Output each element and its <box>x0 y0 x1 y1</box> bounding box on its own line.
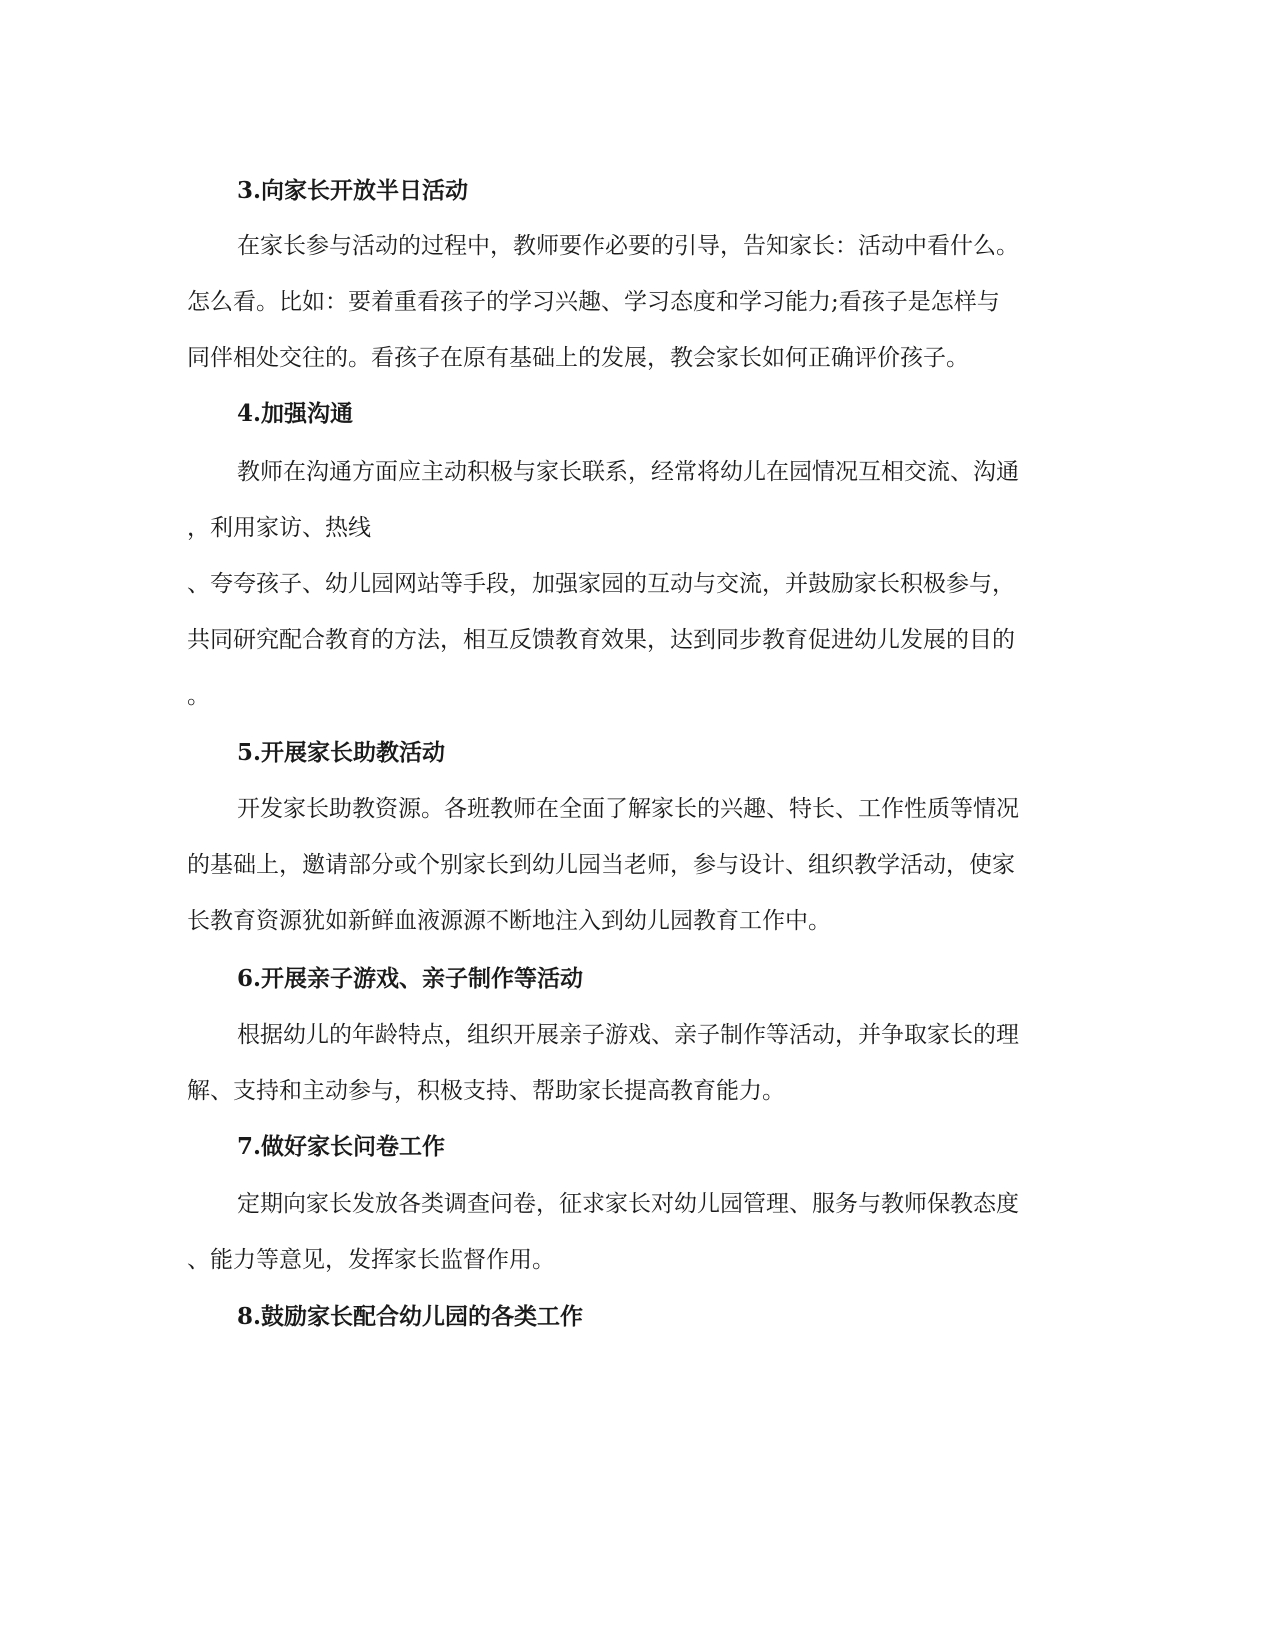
section-heading: 5.开展家长助教活动 <box>237 739 446 766</box>
paragraph-line: 。 <box>187 683 210 709</box>
section-heading: 3.向家长开放半日活动 <box>237 177 469 204</box>
paragraph-line: 解、支持和主动参与，积极支持、帮助家长提高教育能力。 <box>187 1078 785 1104</box>
paragraph-line: 长教育资源犹如新鲜血液源源不断地注入到幼儿园教育工作中。 <box>187 908 831 934</box>
paragraph-line: 、能力等意见，发挥家长监督作用。 <box>187 1247 555 1273</box>
paragraph-line: 怎么看。比如：要着重看孩子的学习兴趣、学习态度和学习能力;看孩子是怎样与 <box>187 289 1000 315</box>
section-heading: 6.开展亲子游戏、亲子制作等活动 <box>237 965 584 992</box>
paragraph-line: 定期向家长发放各类调查问卷，征求家长对幼儿园管理、服务与教师保教态度 <box>237 1191 1019 1217</box>
section-heading: 7.做好家长问卷工作 <box>237 1133 446 1160</box>
paragraph-line: 共同研究配合教育的方法，相互反馈教育效果，达到同步教育促进幼儿发展的目的 <box>187 627 1015 653</box>
paragraph-line: ，利用家访、热线 <box>187 515 371 541</box>
paragraph-line: 在家长参与活动的过程中，教师要作必要的引导，告知家长：活动中看什么。 <box>237 233 1019 259</box>
paragraph-line: 开发家长助教资源。各班教师在全面了解家长的兴趣、特长、工作性质等情况 <box>237 796 1019 822</box>
section-heading: 4.加强沟通 <box>237 400 354 427</box>
paragraph-line: 根据幼儿的年龄特点，组织开展亲子游戏、亲子制作等活动，并争取家长的理 <box>237 1022 1019 1048</box>
paragraph-line: 的基础上，邀请部分或个别家长到幼儿园当老师，参与设计、组织教学活动，使家 <box>187 852 1015 878</box>
paragraph-line: 、夸夸孩子、幼儿园网站等手段，加强家园的互动与交流，并鼓励家长积极参与， <box>187 571 1015 597</box>
paragraph-line: 同伴相处交往的。看孩子在原有基础上的发展，教会家长如何正确评价孩子。 <box>187 345 969 371</box>
section-heading: 8.鼓励家长配合幼儿园的各类工作 <box>237 1303 584 1330</box>
paragraph-line: 教师在沟通方面应主动积极与家长联系，经常将幼儿在园情况互相交流、沟通 <box>237 459 1019 485</box>
